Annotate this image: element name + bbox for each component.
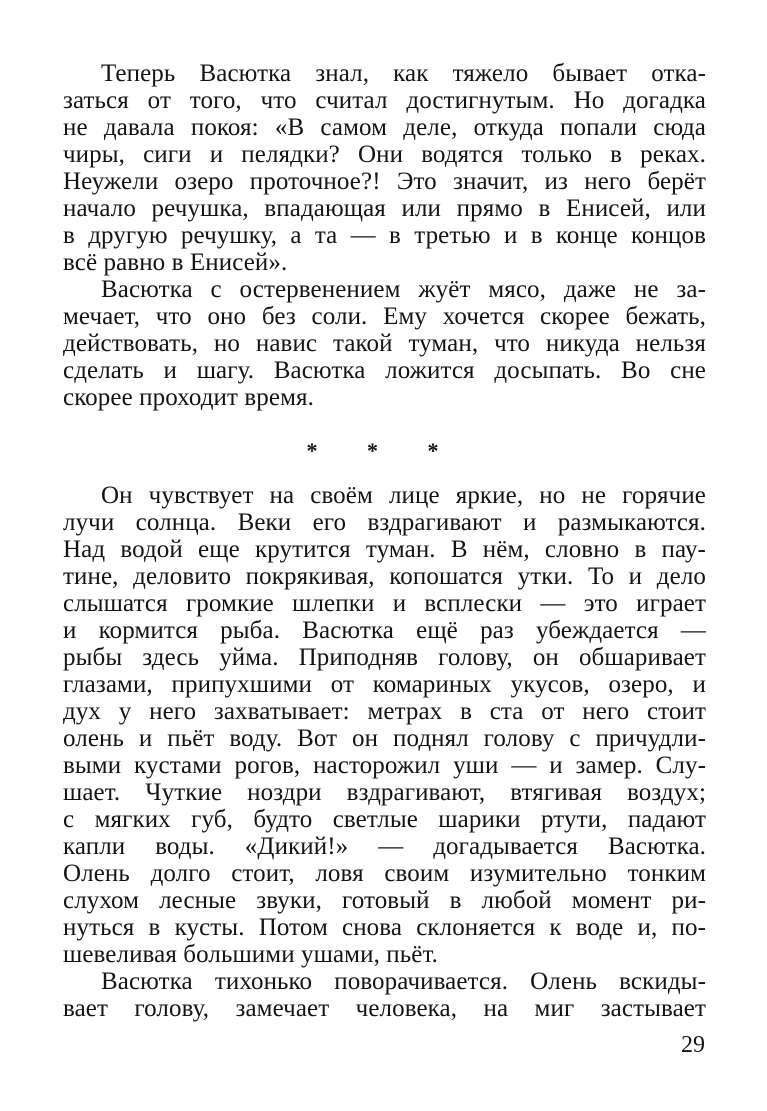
page-number: 29 <box>681 1032 705 1058</box>
text-line: всё равно в Енисей». <box>63 249 288 276</box>
text-line: олень и пьёт воду. Вот он поднял голову с причудли- <box>63 725 706 752</box>
text-line: сделать и шагу. Васютка ложится досыпать. Во сне <box>63 357 706 384</box>
text-line: с мягких губ, будто светлые шарики ртути, падают <box>63 806 706 833</box>
text-line: начало речушка, впадающая или прямо в Енисей, или <box>63 195 706 222</box>
text-line: заться от того, что считал достигнутым. Но догадка <box>63 87 706 114</box>
paragraph-3 <box>63 482 706 968</box>
text-line: нуться в кусты. Потом снова склоняется к воде и, по- <box>63 914 706 941</box>
text-line: дух у него захватывает: метрах в ста от него стоит <box>63 698 706 725</box>
text-line: шает. Чуткие ноздри вздрагивают, втягивая воздух; <box>63 779 706 806</box>
text-line: мечает, что оно без соли. Ему хочется скорее бежать, <box>63 303 706 330</box>
text-line: не давала покоя: «В самом деле, откуда попали сюда <box>63 114 706 141</box>
text-line: Олень долго стоит, ловя своим изумительно тонким <box>63 860 706 887</box>
text-line: шевеливая большими ушами, пьёт. <box>63 941 438 968</box>
text-line: Васютка с остервенением жуёт мясо, даже не за- <box>101 276 706 303</box>
text-line: Неужели озеро проточное?! Это значит, из него берёт <box>63 168 706 195</box>
paragraph-4 <box>63 968 706 1022</box>
text-line: Он чувствует на своём лице яркие, но не горячие <box>101 482 706 509</box>
text-line: слухом лесные звуки, готовый в любой момент ри- <box>63 887 706 914</box>
text-line: вает голову, замечает человека, на миг застывает <box>63 995 706 1022</box>
text-line: глазами, припухшими от комариных укусов, озеро, и <box>63 671 706 698</box>
text-line: в другую речушку, а та — в третью и в конце концов <box>63 222 706 249</box>
text-line: лучи солнца. Веки его вздрагивают и размыкаются. <box>63 509 706 536</box>
text-line: Васютка тихонько поворачивается. Олень вскиды- <box>101 968 706 995</box>
text-line: капли воды. «Дикий!» — догадывается Васютка. <box>63 833 706 860</box>
text-line: скорее проходит время. <box>63 384 314 411</box>
text-line: Над водой еще крутится туман. В нём, словно в пау- <box>63 536 706 563</box>
text-line: чиры, сиги и пелядки? Они водятся только в реках. <box>63 141 706 168</box>
text-line: действовать, но навис такой туман, что никуда нельзя <box>63 330 706 357</box>
text-line: выми кустами рогов, насторожил уши — и замер. Слу- <box>63 752 706 779</box>
paragraph-1 <box>63 60 706 276</box>
text-line: и кормится рыба. Васютка ещё раз убеждается — <box>63 617 706 644</box>
text-line: Теперь Васютка знал, как тяжело бывает отка- <box>101 60 706 87</box>
text-line: слышатся громкие шлепки и всплески — это играет <box>63 590 706 617</box>
text-line: рыбы здесь уйма. Приподняв голову, он обшаривает <box>63 644 706 671</box>
section-separator: * * * <box>306 438 461 463</box>
paragraph-2 <box>63 276 706 411</box>
text-line: тине, деловито покрякивая, копошатся утки. То и дело <box>63 563 706 590</box>
